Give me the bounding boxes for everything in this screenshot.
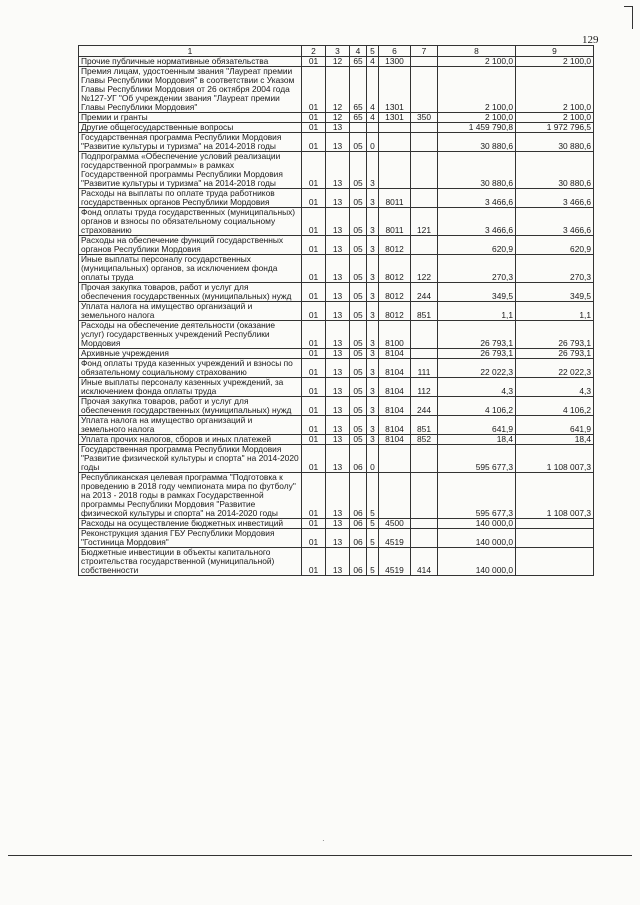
row-value-cell: [379, 123, 411, 133]
row-value-cell: 30 880,6: [516, 152, 594, 189]
row-value-cell: 13: [326, 529, 350, 548]
row-value-cell: 01: [302, 445, 326, 473]
row-name-cell: Республиканская целевая программа "Подготовка к проведению в 2018 году чемпионата мира по футболу" на 2013 - 2018 годы в рамках Государственной программы Республики Мордовия "Развитие физической культуры и спорта" на 2014-2020 годы: [79, 473, 302, 519]
table-row: [79, 57, 594, 67]
table-row: [79, 519, 594, 529]
row-value-cell: 13: [326, 519, 350, 529]
row-name-cell: Уплата налога на имущество организаций и земельного налога: [79, 302, 302, 321]
corner-mark: [624, 6, 633, 29]
row-value-cell: [516, 548, 594, 576]
row-value-cell: 05: [350, 208, 367, 236]
row-value-cell: 414: [411, 548, 438, 576]
row-name-cell: Государственная программа Республики Мордовия "Развитие физической культуры и спорта" на 2014-2020 годы: [79, 445, 302, 473]
row-value-cell: [411, 123, 438, 133]
row-value-cell: [411, 519, 438, 529]
row-value-cell: [411, 529, 438, 548]
table-row: [79, 189, 594, 208]
row-value-cell: 13: [326, 548, 350, 576]
row-value-cell: 5: [367, 519, 379, 529]
row-value-cell: 1301: [379, 67, 411, 113]
row-value-cell: 01: [302, 57, 326, 67]
row-value-cell: 05: [350, 236, 367, 255]
row-value-cell: 140 000,0: [438, 529, 516, 548]
row-value-cell: 140 000,0: [438, 519, 516, 529]
row-value-cell: 01: [302, 189, 326, 208]
row-name-cell: Уплата налога на имущество организаций и земельного налога: [79, 416, 302, 435]
row-value-cell: 8012: [379, 283, 411, 302]
row-value-cell: 1 108 007,3: [516, 445, 594, 473]
row-name-cell: Реконструкция здания ГБУ Республики Мордовия "Гостиница Мордовия": [79, 529, 302, 548]
row-value-cell: 65: [350, 67, 367, 113]
row-name-cell: Архивные учреждения: [79, 349, 302, 359]
row-value-cell: 8104: [379, 397, 411, 416]
table-row: [79, 236, 594, 255]
row-value-cell: 01: [302, 283, 326, 302]
row-value-cell: 4: [367, 113, 379, 123]
row-value-cell: 01: [302, 416, 326, 435]
row-value-cell: 3 466,6: [438, 208, 516, 236]
row-value-cell: 05: [350, 378, 367, 397]
row-value-cell: 01: [302, 152, 326, 189]
row-name-cell: Уплата прочих налогов, сборов и иных платежей: [79, 435, 302, 445]
row-value-cell: 13: [326, 435, 350, 445]
row-value-cell: 270,3: [516, 255, 594, 283]
row-value-cell: 4519: [379, 548, 411, 576]
row-name-cell: Фонд оплаты труда казенных учреждений и взносы по обязательному социальному страхованию: [79, 359, 302, 378]
header-row: [79, 46, 594, 57]
row-value-cell: 3: [367, 208, 379, 236]
row-name-cell: Иные выплаты персоналу казенных учреждений, за исключением фонда оплаты труда: [79, 378, 302, 397]
row-value-cell: 12: [326, 113, 350, 123]
row-value-cell: 01: [302, 519, 326, 529]
row-value-cell: 122: [411, 255, 438, 283]
row-name-cell: Расходы на обеспечение функций государственных органов Республики Мордовия: [79, 236, 302, 255]
row-value-cell: 112: [411, 378, 438, 397]
budget-table: [78, 45, 594, 576]
row-value-cell: 13: [326, 378, 350, 397]
row-value-cell: 13: [326, 321, 350, 349]
row-name-cell: Премия лицам, удостоенным звания "Лауреат премии Главы Республики Мордовия" в соответствии с Указом Главы Республики Мордовия от 26 октября 2004 года №127-УГ "Об учреждении звания "Лауреат премии Главы Республики Мордовия": [79, 67, 302, 113]
row-value-cell: 22 022,3: [516, 359, 594, 378]
header-cell: 7: [411, 46, 438, 57]
row-value-cell: 851: [411, 302, 438, 321]
row-value-cell: 05: [350, 321, 367, 349]
row-value-cell: 3 466,6: [438, 189, 516, 208]
row-value-cell: [411, 133, 438, 152]
row-value-cell: [411, 67, 438, 113]
row-value-cell: 13: [326, 152, 350, 189]
row-name-cell: Подпрограмма «Обеспечение условий реализации государственной программы» в рамках Государственной программы Республики Мордовия "Развитие культуры и туризма" на 2014-2018 годы: [79, 152, 302, 189]
row-value-cell: 01: [302, 236, 326, 255]
row-value-cell: 244: [411, 397, 438, 416]
row-value-cell: 3: [367, 435, 379, 445]
table-row: [79, 416, 594, 435]
row-value-cell: 13: [326, 133, 350, 152]
row-value-cell: 8012: [379, 236, 411, 255]
row-value-cell: 13: [326, 208, 350, 236]
row-value-cell: 13: [326, 302, 350, 321]
table-row: [79, 445, 594, 473]
row-value-cell: 851: [411, 416, 438, 435]
row-value-cell: 0: [367, 133, 379, 152]
row-name-cell: Прочая закупка товаров, работ и услуг для обеспечения государственных (муниципальных) нужд: [79, 283, 302, 302]
row-value-cell: 3: [367, 378, 379, 397]
row-value-cell: 8100: [379, 321, 411, 349]
row-value-cell: 13: [326, 359, 350, 378]
row-value-cell: 349,5: [438, 283, 516, 302]
row-value-cell: 26 793,1: [438, 349, 516, 359]
row-value-cell: 13: [326, 397, 350, 416]
row-value-cell: 4 106,2: [438, 397, 516, 416]
row-value-cell: 4500: [379, 519, 411, 529]
row-value-cell: [516, 529, 594, 548]
table-row: [79, 283, 594, 302]
page-number: 129: [582, 34, 599, 46]
row-value-cell: 1301: [379, 113, 411, 123]
row-value-cell: 2 100,0: [438, 113, 516, 123]
row-value-cell: 26 793,1: [438, 321, 516, 349]
row-value-cell: 13: [326, 283, 350, 302]
row-value-cell: [411, 349, 438, 359]
row-value-cell: 06: [350, 529, 367, 548]
row-value-cell: [411, 236, 438, 255]
scan-dot: ·: [322, 836, 325, 845]
row-value-cell: 8011: [379, 208, 411, 236]
row-value-cell: 1,1: [516, 302, 594, 321]
row-value-cell: 4: [367, 57, 379, 67]
row-value-cell: [411, 189, 438, 208]
row-value-cell: 0: [367, 445, 379, 473]
table-row: [79, 123, 594, 133]
row-value-cell: 8011: [379, 189, 411, 208]
row-name-cell: Иные выплаты персоналу государственных (муниципальных) органов, за исключением фонда оплаты труда: [79, 255, 302, 283]
row-value-cell: 12: [326, 57, 350, 67]
row-value-cell: 2 100,0: [516, 67, 594, 113]
row-value-cell: 06: [350, 445, 367, 473]
table-body: [79, 57, 594, 576]
row-value-cell: 3 466,6: [516, 189, 594, 208]
row-value-cell: 3: [367, 255, 379, 283]
row-value-cell: [516, 519, 594, 529]
row-value-cell: 26 793,1: [516, 321, 594, 349]
header-cell: 8: [438, 46, 516, 57]
row-value-cell: 01: [302, 435, 326, 445]
table-row: [79, 548, 594, 576]
row-value-cell: 3: [367, 302, 379, 321]
row-value-cell: 13: [326, 236, 350, 255]
row-name-cell: Прочие публичные нормативные обязательства: [79, 57, 302, 67]
row-value-cell: 01: [302, 67, 326, 113]
header-cell: 6: [379, 46, 411, 57]
row-value-cell: 22 022,3: [438, 359, 516, 378]
row-value-cell: [379, 133, 411, 152]
row-name-cell: Расходы на обеспечение деятельности (оказание услуг) государственных учреждений Республики Мордовия: [79, 321, 302, 349]
row-value-cell: 595 677,3: [438, 445, 516, 473]
row-value-cell: 3: [367, 359, 379, 378]
table-row: [79, 302, 594, 321]
row-value-cell: 3: [367, 236, 379, 255]
row-value-cell: 1 108 007,3: [516, 473, 594, 519]
row-value-cell: 3: [367, 152, 379, 189]
row-value-cell: [411, 152, 438, 189]
row-value-cell: 13: [326, 416, 350, 435]
table-row: [79, 529, 594, 548]
row-value-cell: 05: [350, 133, 367, 152]
row-value-cell: 1 459 790,8: [438, 123, 516, 133]
row-value-cell: 01: [302, 208, 326, 236]
row-value-cell: [379, 473, 411, 519]
header-cell: 1: [79, 46, 302, 57]
row-value-cell: 2 100,0: [516, 113, 594, 123]
header-cell: 3: [326, 46, 350, 57]
row-value-cell: [411, 321, 438, 349]
row-value-cell: 8104: [379, 435, 411, 445]
row-name-cell: Бюджетные инвестиции в объекты капитального строительства государственной (муниципальной) собственности: [79, 548, 302, 576]
row-value-cell: 05: [350, 255, 367, 283]
row-value-cell: 01: [302, 113, 326, 123]
header-cell: 5: [367, 46, 379, 57]
row-value-cell: [411, 473, 438, 519]
row-value-cell: 4,3: [438, 378, 516, 397]
row-value-cell: 13: [326, 349, 350, 359]
row-name-cell: Расходы на осуществление бюджетных инвестиций: [79, 519, 302, 529]
row-value-cell: 01: [302, 548, 326, 576]
row-value-cell: 06: [350, 473, 367, 519]
table-row: [79, 359, 594, 378]
row-value-cell: 270,3: [438, 255, 516, 283]
row-value-cell: 8012: [379, 302, 411, 321]
table-row: [79, 378, 594, 397]
row-name-cell: Расходы на выплаты по оплате труда работников государственных органов Республики Мордовия: [79, 189, 302, 208]
row-value-cell: 01: [302, 529, 326, 548]
row-value-cell: 05: [350, 416, 367, 435]
row-value-cell: 8104: [379, 359, 411, 378]
row-value-cell: 350: [411, 113, 438, 123]
row-value-cell: 3 466,6: [516, 208, 594, 236]
row-value-cell: 3: [367, 189, 379, 208]
row-value-cell: 8104: [379, 416, 411, 435]
row-name-cell: Другие общегосударственные вопросы: [79, 123, 302, 133]
row-value-cell: 2 100,0: [516, 57, 594, 67]
row-value-cell: 18,4: [516, 435, 594, 445]
row-value-cell: 3: [367, 349, 379, 359]
row-value-cell: 13: [326, 189, 350, 208]
row-value-cell: 05: [350, 152, 367, 189]
table-row: [79, 321, 594, 349]
row-value-cell: 65: [350, 113, 367, 123]
row-value-cell: 05: [350, 397, 367, 416]
row-value-cell: 65: [350, 57, 367, 67]
row-value-cell: 1,1: [438, 302, 516, 321]
header-cell: 2: [302, 46, 326, 57]
row-value-cell: 13: [326, 445, 350, 473]
row-value-cell: 01: [302, 349, 326, 359]
row-name-cell: Прочая закупка товаров, работ и услуг для обеспечения государственных (муниципальных) нужд: [79, 397, 302, 416]
row-value-cell: 13: [326, 255, 350, 283]
row-value-cell: 5: [367, 548, 379, 576]
row-value-cell: 111: [411, 359, 438, 378]
row-value-cell: 595 677,3: [438, 473, 516, 519]
row-value-cell: 05: [350, 189, 367, 208]
row-value-cell: 244: [411, 283, 438, 302]
row-name-cell: Фонд оплаты труда государственных (муниципальных) органов и взносы по обязательному социальному страхованию: [79, 208, 302, 236]
table-row: [79, 113, 594, 123]
row-value-cell: [367, 123, 379, 133]
row-value-cell: 05: [350, 359, 367, 378]
row-value-cell: 4: [367, 67, 379, 113]
row-value-cell: 641,9: [516, 416, 594, 435]
row-value-cell: 641,9: [438, 416, 516, 435]
row-value-cell: 852: [411, 435, 438, 445]
row-value-cell: 30 880,6: [438, 152, 516, 189]
table-row: [79, 255, 594, 283]
table-row: [79, 152, 594, 189]
table-row: [79, 473, 594, 519]
row-value-cell: 01: [302, 378, 326, 397]
row-value-cell: [411, 445, 438, 473]
row-value-cell: 01: [302, 397, 326, 416]
table-row: [79, 435, 594, 445]
row-value-cell: 349,5: [516, 283, 594, 302]
row-value-cell: 5: [367, 529, 379, 548]
row-value-cell: 8012: [379, 255, 411, 283]
row-value-cell: [379, 445, 411, 473]
row-value-cell: [411, 57, 438, 67]
row-value-cell: 4,3: [516, 378, 594, 397]
row-value-cell: 3: [367, 397, 379, 416]
row-value-cell: 18,4: [438, 435, 516, 445]
row-value-cell: 26 793,1: [516, 349, 594, 359]
row-name-cell: Государственная программа Республики Мордовия "Развитие культуры и туризма" на 2014-2018 годы: [79, 133, 302, 152]
row-value-cell: 01: [302, 321, 326, 349]
row-value-cell: 2 100,0: [438, 67, 516, 113]
row-value-cell: 8104: [379, 378, 411, 397]
row-value-cell: 01: [302, 302, 326, 321]
row-value-cell: 01: [302, 473, 326, 519]
row-value-cell: 05: [350, 302, 367, 321]
row-value-cell: 30 880,6: [438, 133, 516, 152]
row-value-cell: 620,9: [516, 236, 594, 255]
row-value-cell: 06: [350, 519, 367, 529]
row-value-cell: 620,9: [438, 236, 516, 255]
row-value-cell: 2 100,0: [438, 57, 516, 67]
row-value-cell: 05: [350, 435, 367, 445]
row-name-cell: Премии и гранты: [79, 113, 302, 123]
row-value-cell: 01: [302, 359, 326, 378]
row-value-cell: 01: [302, 255, 326, 283]
row-value-cell: [379, 152, 411, 189]
row-value-cell: 05: [350, 283, 367, 302]
row-value-cell: 30 880,6: [516, 133, 594, 152]
row-value-cell: 13: [326, 123, 350, 133]
row-value-cell: 5: [367, 473, 379, 519]
row-value-cell: 4 106,2: [516, 397, 594, 416]
row-value-cell: 8104: [379, 349, 411, 359]
row-value-cell: 01: [302, 133, 326, 152]
table-row: [79, 133, 594, 152]
row-value-cell: 01: [302, 123, 326, 133]
row-value-cell: 13: [326, 473, 350, 519]
row-value-cell: 05: [350, 349, 367, 359]
row-value-cell: 4519: [379, 529, 411, 548]
table-row: [79, 397, 594, 416]
row-value-cell: 3: [367, 321, 379, 349]
bottom-rule: [8, 855, 632, 856]
table-row: [79, 208, 594, 236]
row-value-cell: 121: [411, 208, 438, 236]
row-value-cell: 12: [326, 67, 350, 113]
row-value-cell: 06: [350, 548, 367, 576]
row-value-cell: 1 972 796,5: [516, 123, 594, 133]
row-value-cell: 1300: [379, 57, 411, 67]
header-cell: 9: [516, 46, 594, 57]
row-value-cell: 140 000,0: [438, 548, 516, 576]
row-value-cell: 3: [367, 283, 379, 302]
header-cell: 4: [350, 46, 367, 57]
table-row: [79, 349, 594, 359]
table-row: [79, 67, 594, 113]
row-value-cell: 3: [367, 416, 379, 435]
row-value-cell: [350, 123, 367, 133]
